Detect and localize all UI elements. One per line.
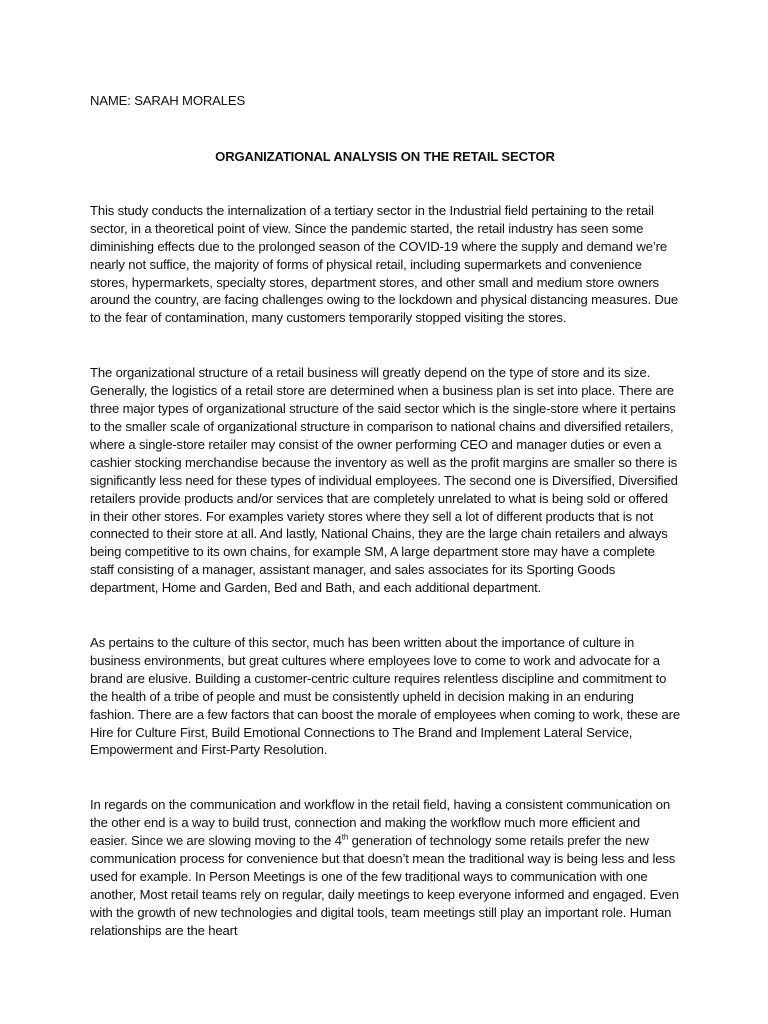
document-body xyxy=(90,92,680,940)
document-title: ORGANIZATIONAL ANALYSIS ON THE RETAIL SECTOR xyxy=(215,149,555,164)
paragraph-organizational-structure: The organizational structure of a retail business will greatly depend on the type of store and its size. Generally, the logistics of a retail store are determined when a business plan is set into place. There are three major types of organizational structure of the said sector which is the single-store where it pertains to the smaller scale of organizational structure in comparison to national chains and diversified retailers, where a single-store retailer may consist of the owner performing CEO and manager duties or even a cashier stocking merchandise because the inventory as well as the profit margins are smaller so there is significantly less need for these types of individual employees. The second one is Diversified, Diversified retailers provide products and/or services that are completely unrelated to what is being sold or offered in their other stores. For examples variety stores where they sell a lot of different products that is not connected to their store at all. And lastly, National Chains, they are the large chain retailers and always being competitive to its own chains, for example SM, A large department store may have a complete staff consisting of a manager, assistant manager, and sales associates for its Sporting Goods department, Home and Garden, Bed and Bath, and each additional department. xyxy=(90,365,678,596)
paragraph-culture: As pertains to the culture of this sector, much has been written about the importance of culture in business environments, but great cultures where employees love to come to work and advocate for a brand are elusive. Building a customer-centric culture requires relentless discipline and commitment to the health of a tribe of people and must be consistently upheld in decision making in an enduring fashion. There are a few factors that can boost the morale of employees when coming to work, these are Hire for Culture First, Build Emotional Connections to The Brand and Implement Lateral Service, Empowerment and First-Party Resolution. xyxy=(90,635,681,758)
paragraph-communication-part2: generation of technology some retails prefer the new communication process for convenience but that doesn’t mean the traditional way is being less and less used for example. In Person Meetings is one of the few traditional ways to communication with one another, Most retail teams rely on regular, daily meetings to keep everyone informed and engaged. Even with the growth of new technologies and digital tools, team meetings still play an important role. Human relationships are the heart xyxy=(90,833,679,938)
paragraph-introduction: This study conducts the internalization of a tertiary sector in the Industrial field pertaining to the retail sector, in a theoretical point of view. Since the pandemic started, the retail industry has seen some diminishing effects due to the prolonged season of the COVID-19 where the supply and demand we’re nearly not suffice, the majority of forms of physical retail, including supermarkets and convenience stores, hypermarkets, specialty stores, department stores, and other small and medium store owners around the country, are facing challenges owing to the lockdown and physical distancing measures. Due to the fear of contamination, many customers temporarily stopped visiting the stores. xyxy=(90,202,679,326)
author-name-line: NAME: SARAH MORALES xyxy=(90,93,246,108)
paragraph-communication-part1: In regards on the communication and workflow in the retail field, having a consistent communication on the other end is a way to build trust, connection and making the workflow much more efficient and easier. Since we are slowing moving to the 4 xyxy=(90,797,671,849)
paragraph-communication xyxy=(90,796,680,939)
ordinal-superscript: th xyxy=(341,832,349,842)
